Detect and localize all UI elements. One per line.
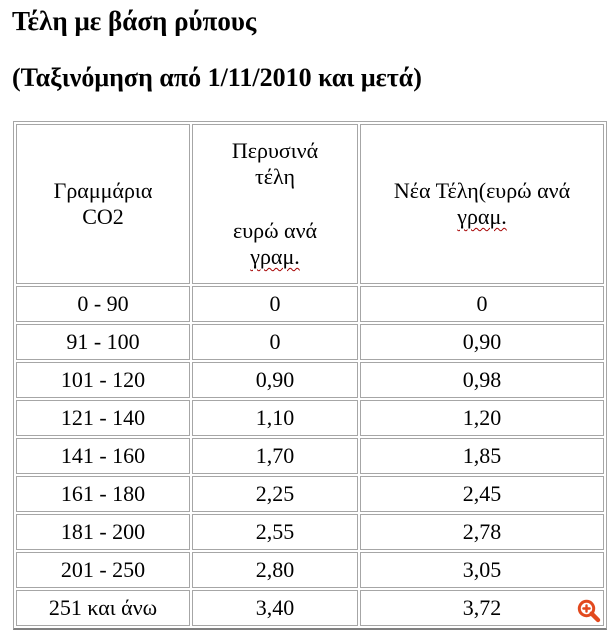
header-cell-new-fees — [360, 124, 604, 284]
new-fee-cell: 2,45 — [360, 476, 604, 512]
last-year-fee-cell: 0 — [192, 324, 358, 360]
last-year-fee-cell: 0 — [192, 286, 358, 322]
co2-grams-cell: 251 και άνω — [16, 590, 190, 626]
last-year-fee-cell: 0,90 — [192, 362, 358, 398]
misspelled-word: γραμ. — [457, 203, 507, 229]
co2-grams-cell: 0 - 90 — [16, 286, 190, 322]
header-label-co2-grams: Γραμμάρια CO2 — [53, 177, 153, 229]
co2-grams-cell: 161 - 180 — [16, 476, 190, 512]
co2-grams-cell: 101 - 120 — [16, 362, 190, 398]
last-year-fee-cell: 1,70 — [192, 438, 358, 474]
header-label-last-year-fees: Περυσινά τέλη — [231, 137, 319, 189]
co2-grams-cell: 141 - 160 — [16, 438, 190, 474]
new-fee-cell: 1,20 — [360, 400, 604, 436]
last-year-fee-cell: 2,80 — [192, 552, 358, 588]
header-cell-last-year-fees — [192, 124, 358, 284]
co2-grams-cell: 201 - 250 — [16, 552, 190, 588]
new-fee-cell: 3,72 — [360, 590, 604, 626]
new-fee-cell: 0,98 — [360, 362, 604, 398]
header-label-euro-per-gram — [219, 218, 331, 270]
zoom-in-icon — [576, 598, 602, 624]
new-fee-cell: 2,78 — [360, 514, 604, 550]
header-cell-co2-grams — [16, 124, 190, 284]
co2-grams-cell: 181 - 200 — [16, 514, 190, 550]
zoom-in-button[interactable] — [576, 598, 602, 624]
last-year-fee-cell: 1,10 — [192, 400, 358, 436]
last-year-fee-cell: 2,55 — [192, 514, 358, 550]
table-row — [16, 362, 604, 398]
fees-table — [13, 121, 607, 630]
new-fee-cell: 3,05 — [360, 552, 604, 588]
co2-grams-cell: 121 - 140 — [16, 400, 190, 436]
table-row — [16, 286, 604, 322]
fees-table-header — [16, 124, 604, 284]
header-label-euro-per-gram-prefix: ευρώ ανά — [232, 217, 318, 243]
table-row — [16, 400, 604, 436]
last-year-fee-cell: 3,40 — [192, 590, 358, 626]
table-row — [16, 514, 604, 550]
new-fee-cell: 0,90 — [360, 324, 604, 360]
new-fee-cell: 1,85 — [360, 438, 604, 474]
header-row — [16, 124, 604, 284]
table-row — [16, 438, 604, 474]
header-label-new-fees-prefix: Νέα Τέλη(ευρώ ανά — [393, 177, 571, 203]
page-subtitle: (Ταξινόμηση από 1/11/2010 και μετά) — [12, 63, 422, 93]
table-row — [16, 552, 604, 588]
table-row — [16, 324, 604, 360]
header-label-new-fees — [376, 178, 588, 230]
table-row — [16, 476, 604, 512]
new-fee-cell: 0 — [360, 286, 604, 322]
fees-table-body — [16, 286, 604, 626]
misspelled-word: γραμ. — [250, 243, 300, 269]
last-year-fee-cell: 2,25 — [192, 476, 358, 512]
table-row — [16, 590, 604, 626]
co2-grams-cell: 91 - 100 — [16, 324, 190, 360]
page-title: Τέλη με βάση ρύπους — [12, 6, 257, 36]
